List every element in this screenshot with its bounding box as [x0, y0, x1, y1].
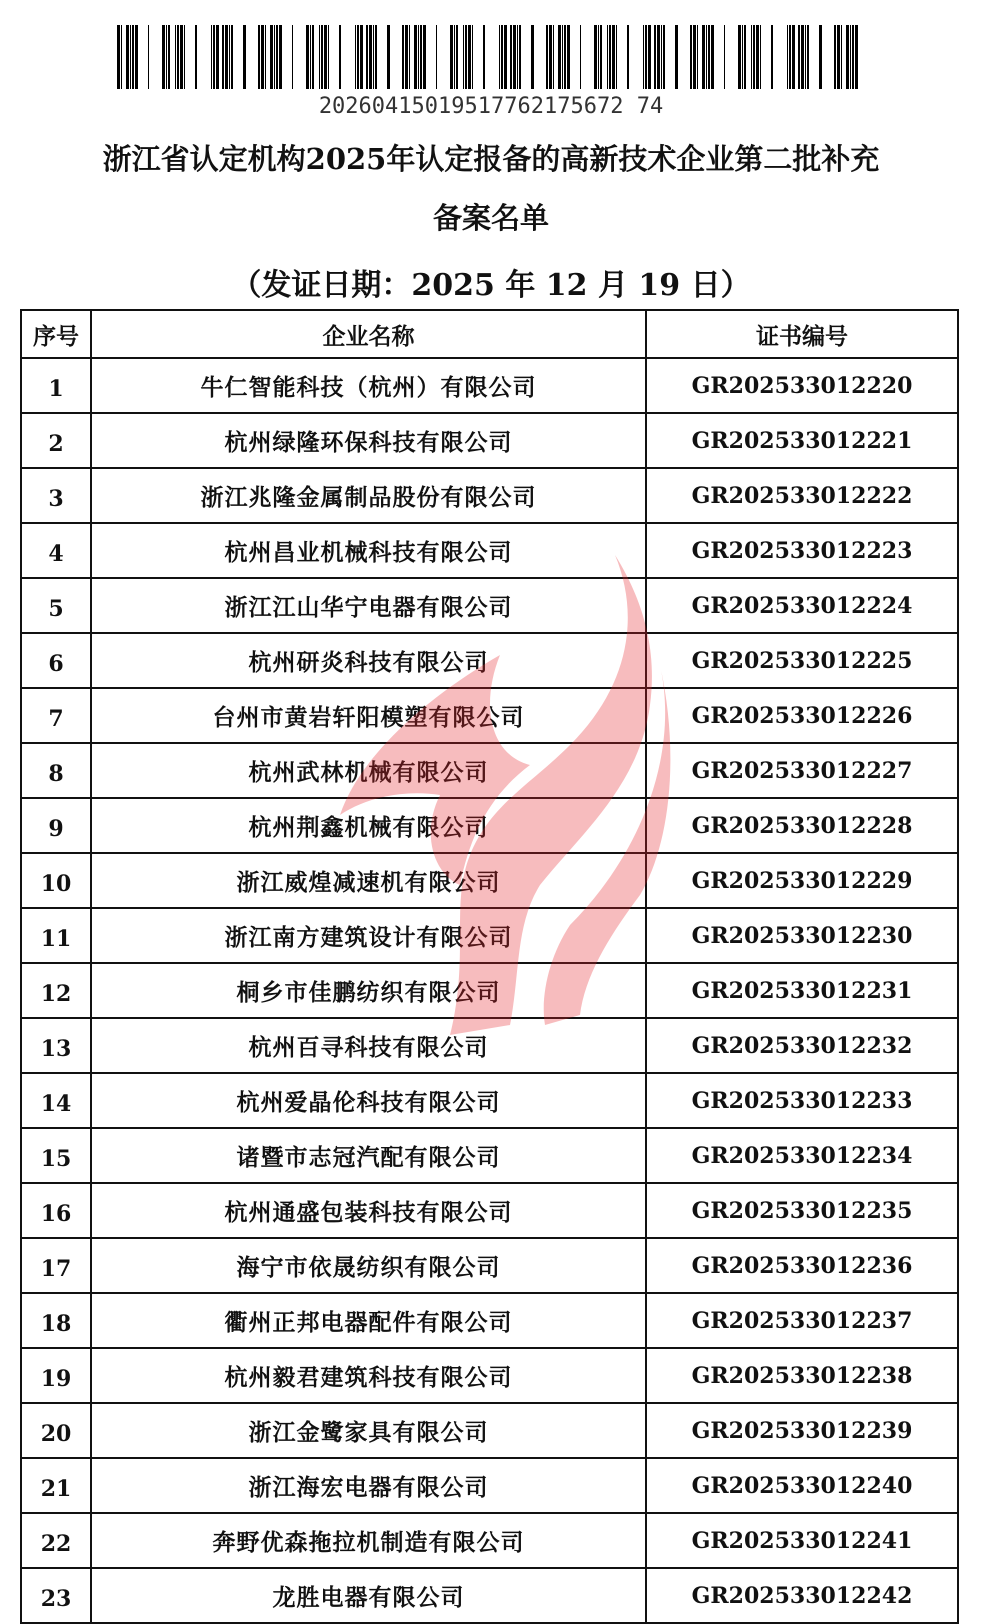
certificate-number: GR202533012225: [646, 633, 958, 688]
company-name: 桐乡市佳鹏纺织有限公司: [91, 963, 646, 1018]
table-row: [21, 1293, 958, 1348]
barcode-bar: [132, 25, 134, 89]
barcode-bar: [787, 25, 788, 89]
barcode-bar: [801, 25, 804, 89]
barcode-bar: [121, 25, 122, 89]
row-seq: 21: [21, 1458, 91, 1513]
certificate-number: GR202533012237: [646, 1293, 958, 1348]
barcode-bar: [612, 25, 615, 89]
barcode-bar: [675, 25, 678, 89]
table-row: [21, 1348, 958, 1403]
certificate-number: GR202533012233: [646, 1073, 958, 1128]
barcode-bar: [643, 25, 644, 89]
barcode-bar: [805, 25, 806, 89]
barcode-bar: [357, 25, 359, 89]
barcode-bar: [472, 25, 473, 89]
company-name: 杭州荆鑫机械有限公司: [91, 798, 646, 853]
table-row: [21, 1128, 958, 1183]
barcode-bar: [661, 25, 662, 89]
barcode-bar: [753, 25, 755, 89]
table-row: [21, 1018, 958, 1073]
barcode-bar: [580, 25, 581, 89]
row-seq: 9: [21, 798, 91, 853]
row-seq: 15: [21, 1128, 91, 1183]
table-row: [21, 1458, 958, 1513]
header-cert: 证书编号: [646, 310, 958, 358]
barcode-bar: [564, 25, 566, 89]
barcode-bar: [513, 25, 516, 89]
barcode-bar: [375, 25, 377, 89]
barcode-bar: [409, 25, 410, 89]
barcode-bar: [760, 25, 761, 89]
barcode-bar: [834, 25, 836, 89]
barcode-bar: [324, 25, 327, 89]
barcode-bar: [483, 25, 485, 89]
certificate-number: GR202533012231: [646, 963, 958, 1018]
barcode-bar: [855, 25, 858, 89]
row-seq: 5: [21, 578, 91, 633]
barcode-bar: [168, 25, 170, 89]
table-row: [21, 633, 958, 688]
barcode-bar: [387, 25, 390, 89]
barcode-bar: [567, 25, 570, 89]
company-name: 奔野优森拖拉机制造有限公司: [91, 1513, 646, 1568]
barcode-bar: [166, 25, 167, 89]
barcode-bar: [270, 25, 273, 89]
barcode-bar: [213, 25, 215, 89]
barcode-bar: [436, 25, 437, 89]
row-seq: 23: [21, 1568, 91, 1623]
barcode-bar: [841, 25, 842, 89]
row-seq: 18: [21, 1293, 91, 1348]
barcode-bar: [756, 25, 759, 89]
certificate-number: GR202533012236: [646, 1238, 958, 1293]
company-name: 浙江海宏电器有限公司: [91, 1458, 646, 1513]
barcode-bar: [366, 25, 368, 89]
barcode-bar: [420, 25, 422, 89]
certificate-number: GR202533012223: [646, 523, 958, 578]
row-seq: 2: [21, 413, 91, 468]
barcode-bar: [607, 25, 608, 89]
barcode-bar: [321, 25, 323, 89]
table-row: [21, 523, 958, 578]
barcode-bar: [258, 25, 260, 89]
barcode-bar: [229, 25, 230, 89]
table-row: [21, 1238, 958, 1293]
row-seq: 11: [21, 908, 91, 963]
company-name: 浙江威煌减速机有限公司: [91, 853, 646, 908]
barcode-bar: [175, 25, 176, 89]
company-name: 杭州通盛包装科技有限公司: [91, 1183, 646, 1238]
barcode-bar: [807, 25, 809, 89]
table-header-row: [21, 310, 958, 358]
barcode-bar: [231, 25, 233, 89]
barcode-bar: [148, 25, 149, 89]
company-name: 浙江金鹭家具有限公司: [91, 1403, 646, 1458]
barcode-bar: [598, 25, 599, 89]
row-seq: 12: [21, 963, 91, 1018]
barcode-bar: [846, 25, 849, 89]
barcode-bar: [328, 25, 329, 89]
barcode-bar: [450, 25, 453, 89]
issue-date: （发证日期：2025 年 12 月 19 日）: [231, 268, 751, 303]
barcode-bar: [355, 25, 356, 89]
table-row: [21, 1568, 958, 1623]
certificate-number: GR202533012242: [646, 1568, 958, 1623]
barcode-bar: [177, 25, 179, 89]
barcode-bar: [738, 25, 741, 89]
barcode-number: 20260415019517762175672 74: [318, 94, 664, 119]
barcode-bar: [645, 25, 647, 89]
table-row: [21, 688, 958, 743]
row-seq: 16: [21, 1183, 91, 1238]
company-name: 牛仁智能科技（杭州）有限公司: [91, 358, 646, 413]
barcode-bar: [594, 25, 597, 89]
barcode-bar: [852, 25, 854, 89]
barcode-bar: [711, 25, 714, 89]
barcode-bar: [211, 25, 212, 89]
barcode-bar: [499, 25, 500, 89]
certificate-number: GR202533012230: [646, 908, 958, 963]
company-name: 诸暨市志冠汽配有限公司: [91, 1128, 646, 1183]
certificate-number: GR202533012226: [646, 688, 958, 743]
certificate-number: GR202533012222: [646, 468, 958, 523]
barcode-bar: [510, 25, 512, 89]
barcode-bar: [724, 25, 725, 89]
barcode-bar: [654, 25, 656, 89]
barcode-bar: [837, 25, 840, 89]
barcode-bar: [657, 25, 660, 89]
barcode-bar: [405, 25, 408, 89]
barcode-bar: [850, 25, 851, 89]
barcode-bar: [549, 25, 552, 89]
company-name: 衢州正邦电器配件有限公司: [91, 1293, 646, 1348]
barcode-bar: [690, 25, 692, 89]
certificate-number: GR202533012229: [646, 853, 958, 908]
certificate-number: GR202533012234: [646, 1128, 958, 1183]
barcode-bar: [184, 25, 185, 89]
certificate-number: GR202533012227: [646, 743, 958, 798]
barcode-bar: [663, 25, 665, 89]
barcode-bar: [310, 25, 311, 89]
row-seq: 7: [21, 688, 91, 743]
barcode-bar: [243, 25, 246, 89]
barcode-bar: [339, 25, 341, 89]
certificate-number: GR202533012239: [646, 1403, 958, 1458]
certificate-number: GR202533012221: [646, 413, 958, 468]
barcode-bar: [373, 25, 374, 89]
barcode-bar: [706, 25, 707, 89]
company-name: 龙胜电器有限公司: [91, 1568, 646, 1623]
table-row: [21, 468, 958, 523]
document-title: 浙江省认定机构2025年认定报备的高新技术企业第二批补充: [102, 142, 880, 176]
barcode-bar: [454, 25, 455, 89]
table-row: [21, 853, 958, 908]
row-seq: 14: [21, 1073, 91, 1128]
barcode: [117, 25, 863, 89]
barcode-bar: [418, 25, 419, 89]
barcode-bar: [369, 25, 372, 89]
barcode-bar: [274, 25, 275, 89]
barcode-bar: [819, 25, 822, 89]
document-title-line2: 备案名单: [432, 201, 549, 235]
barcode-bar: [751, 25, 752, 89]
barcode-bar: [702, 25, 705, 89]
company-name: 台州市黄岩轩阳模塑有限公司: [91, 688, 646, 743]
barcode-bar: [225, 25, 228, 89]
row-seq: 17: [21, 1238, 91, 1293]
certificate-number: GR202533012238: [646, 1348, 958, 1403]
barcode-bar: [468, 25, 471, 89]
row-seq: 3: [21, 468, 91, 523]
table-row: [21, 1513, 958, 1568]
barcode-bar: [312, 25, 314, 89]
company-name: 浙江江山华宁电器有限公司: [91, 578, 646, 633]
table-row: [21, 908, 958, 963]
row-seq: 6: [21, 633, 91, 688]
barcode-bar: [402, 25, 404, 89]
barcode-bar: [222, 25, 224, 89]
certificate-number: GR202533012224: [646, 578, 958, 633]
company-name: 杭州武林机械有限公司: [91, 743, 646, 798]
barcode-bar: [292, 25, 293, 89]
barcode-bar: [423, 25, 426, 89]
barcode-bar: [276, 25, 278, 89]
table-row: [21, 798, 958, 853]
row-seq: 20: [21, 1403, 91, 1458]
barcode-bar: [517, 25, 518, 89]
barcode-bar: [609, 25, 611, 89]
barcode-bar: [648, 25, 651, 89]
row-seq: 13: [21, 1018, 91, 1073]
company-name: 杭州百寻科技有限公司: [91, 1018, 646, 1073]
barcode-bar: [792, 25, 795, 89]
barcode-bar: [558, 25, 561, 89]
company-name: 杭州昌业机械科技有限公司: [91, 523, 646, 578]
barcode-bar: [465, 25, 467, 89]
barcode-bar: [162, 25, 165, 89]
table-row: [21, 413, 958, 468]
barcode-bar: [130, 25, 131, 89]
enterprise-table: [20, 309, 959, 1624]
barcode-bar: [279, 25, 282, 89]
certificate-number: GR202533012220: [646, 358, 958, 413]
row-seq: 22: [21, 1513, 91, 1568]
barcode-bar: [697, 25, 698, 89]
row-seq: 4: [21, 523, 91, 578]
barcode-bar: [519, 25, 521, 89]
company-name: 浙江南方建筑设计有限公司: [91, 908, 646, 963]
barcode-bar: [627, 25, 629, 89]
barcode-bar: [456, 25, 458, 89]
table-row: [21, 358, 958, 413]
barcode-bar: [195, 25, 197, 89]
barcode-bar: [180, 25, 183, 89]
barcode-bar: [504, 25, 507, 89]
barcode-bar: [216, 25, 219, 89]
header-name: 企业名称: [91, 310, 646, 358]
barcode-bar: [265, 25, 266, 89]
company-name: 杭州绿隆环保科技有限公司: [91, 413, 646, 468]
table-row: [21, 578, 958, 633]
table-row: [21, 1183, 958, 1238]
barcode-bar: [616, 25, 617, 89]
barcode-bar: [319, 25, 320, 89]
barcode-bar: [360, 25, 363, 89]
barcode-bar: [135, 25, 138, 89]
barcode-bar: [744, 25, 746, 89]
table-row: [21, 1073, 958, 1128]
row-seq: 10: [21, 853, 91, 908]
row-seq: 1: [21, 358, 91, 413]
barcode-bar: [117, 25, 120, 89]
barcode-bar: [531, 25, 534, 89]
company-name: 杭州爱晶伦科技有限公司: [91, 1073, 646, 1128]
barcode-bar: [789, 25, 791, 89]
barcode-bar: [126, 25, 129, 89]
barcode-bar: [414, 25, 417, 89]
table-row: [21, 1403, 958, 1458]
table-row: [21, 743, 958, 798]
row-seq: 19: [21, 1348, 91, 1403]
company-name: 杭州毅君建筑科技有限公司: [91, 1348, 646, 1403]
certificate-number: GR202533012232: [646, 1018, 958, 1073]
barcode-bar: [306, 25, 309, 89]
barcode-bar: [261, 25, 264, 89]
company-name: 浙江兆隆金属制品股份有限公司: [91, 468, 646, 523]
company-name: 海宁市依晟纺织有限公司: [91, 1238, 646, 1293]
barcode-bar: [771, 25, 773, 89]
company-name: 杭州研炎科技有限公司: [91, 633, 646, 688]
barcode-bar: [562, 25, 563, 89]
certificate-number: GR202533012240: [646, 1458, 958, 1513]
barcode-bar: [600, 25, 602, 89]
certificate-number: GR202533012235: [646, 1183, 958, 1238]
certificate-number: GR202533012241: [646, 1513, 958, 1568]
barcode-bar: [798, 25, 800, 89]
barcode-bar: [708, 25, 710, 89]
barcode-bar: [742, 25, 743, 89]
header-seq: 序号: [21, 310, 91, 358]
barcode-bar: [693, 25, 696, 89]
row-seq: 8: [21, 743, 91, 798]
barcode-bar: [463, 25, 464, 89]
table-row: [21, 963, 958, 1018]
certificate-number: GR202533012228: [646, 798, 958, 853]
barcode-bar: [546, 25, 548, 89]
barcode-bar: [501, 25, 503, 89]
barcode-bar: [553, 25, 554, 89]
